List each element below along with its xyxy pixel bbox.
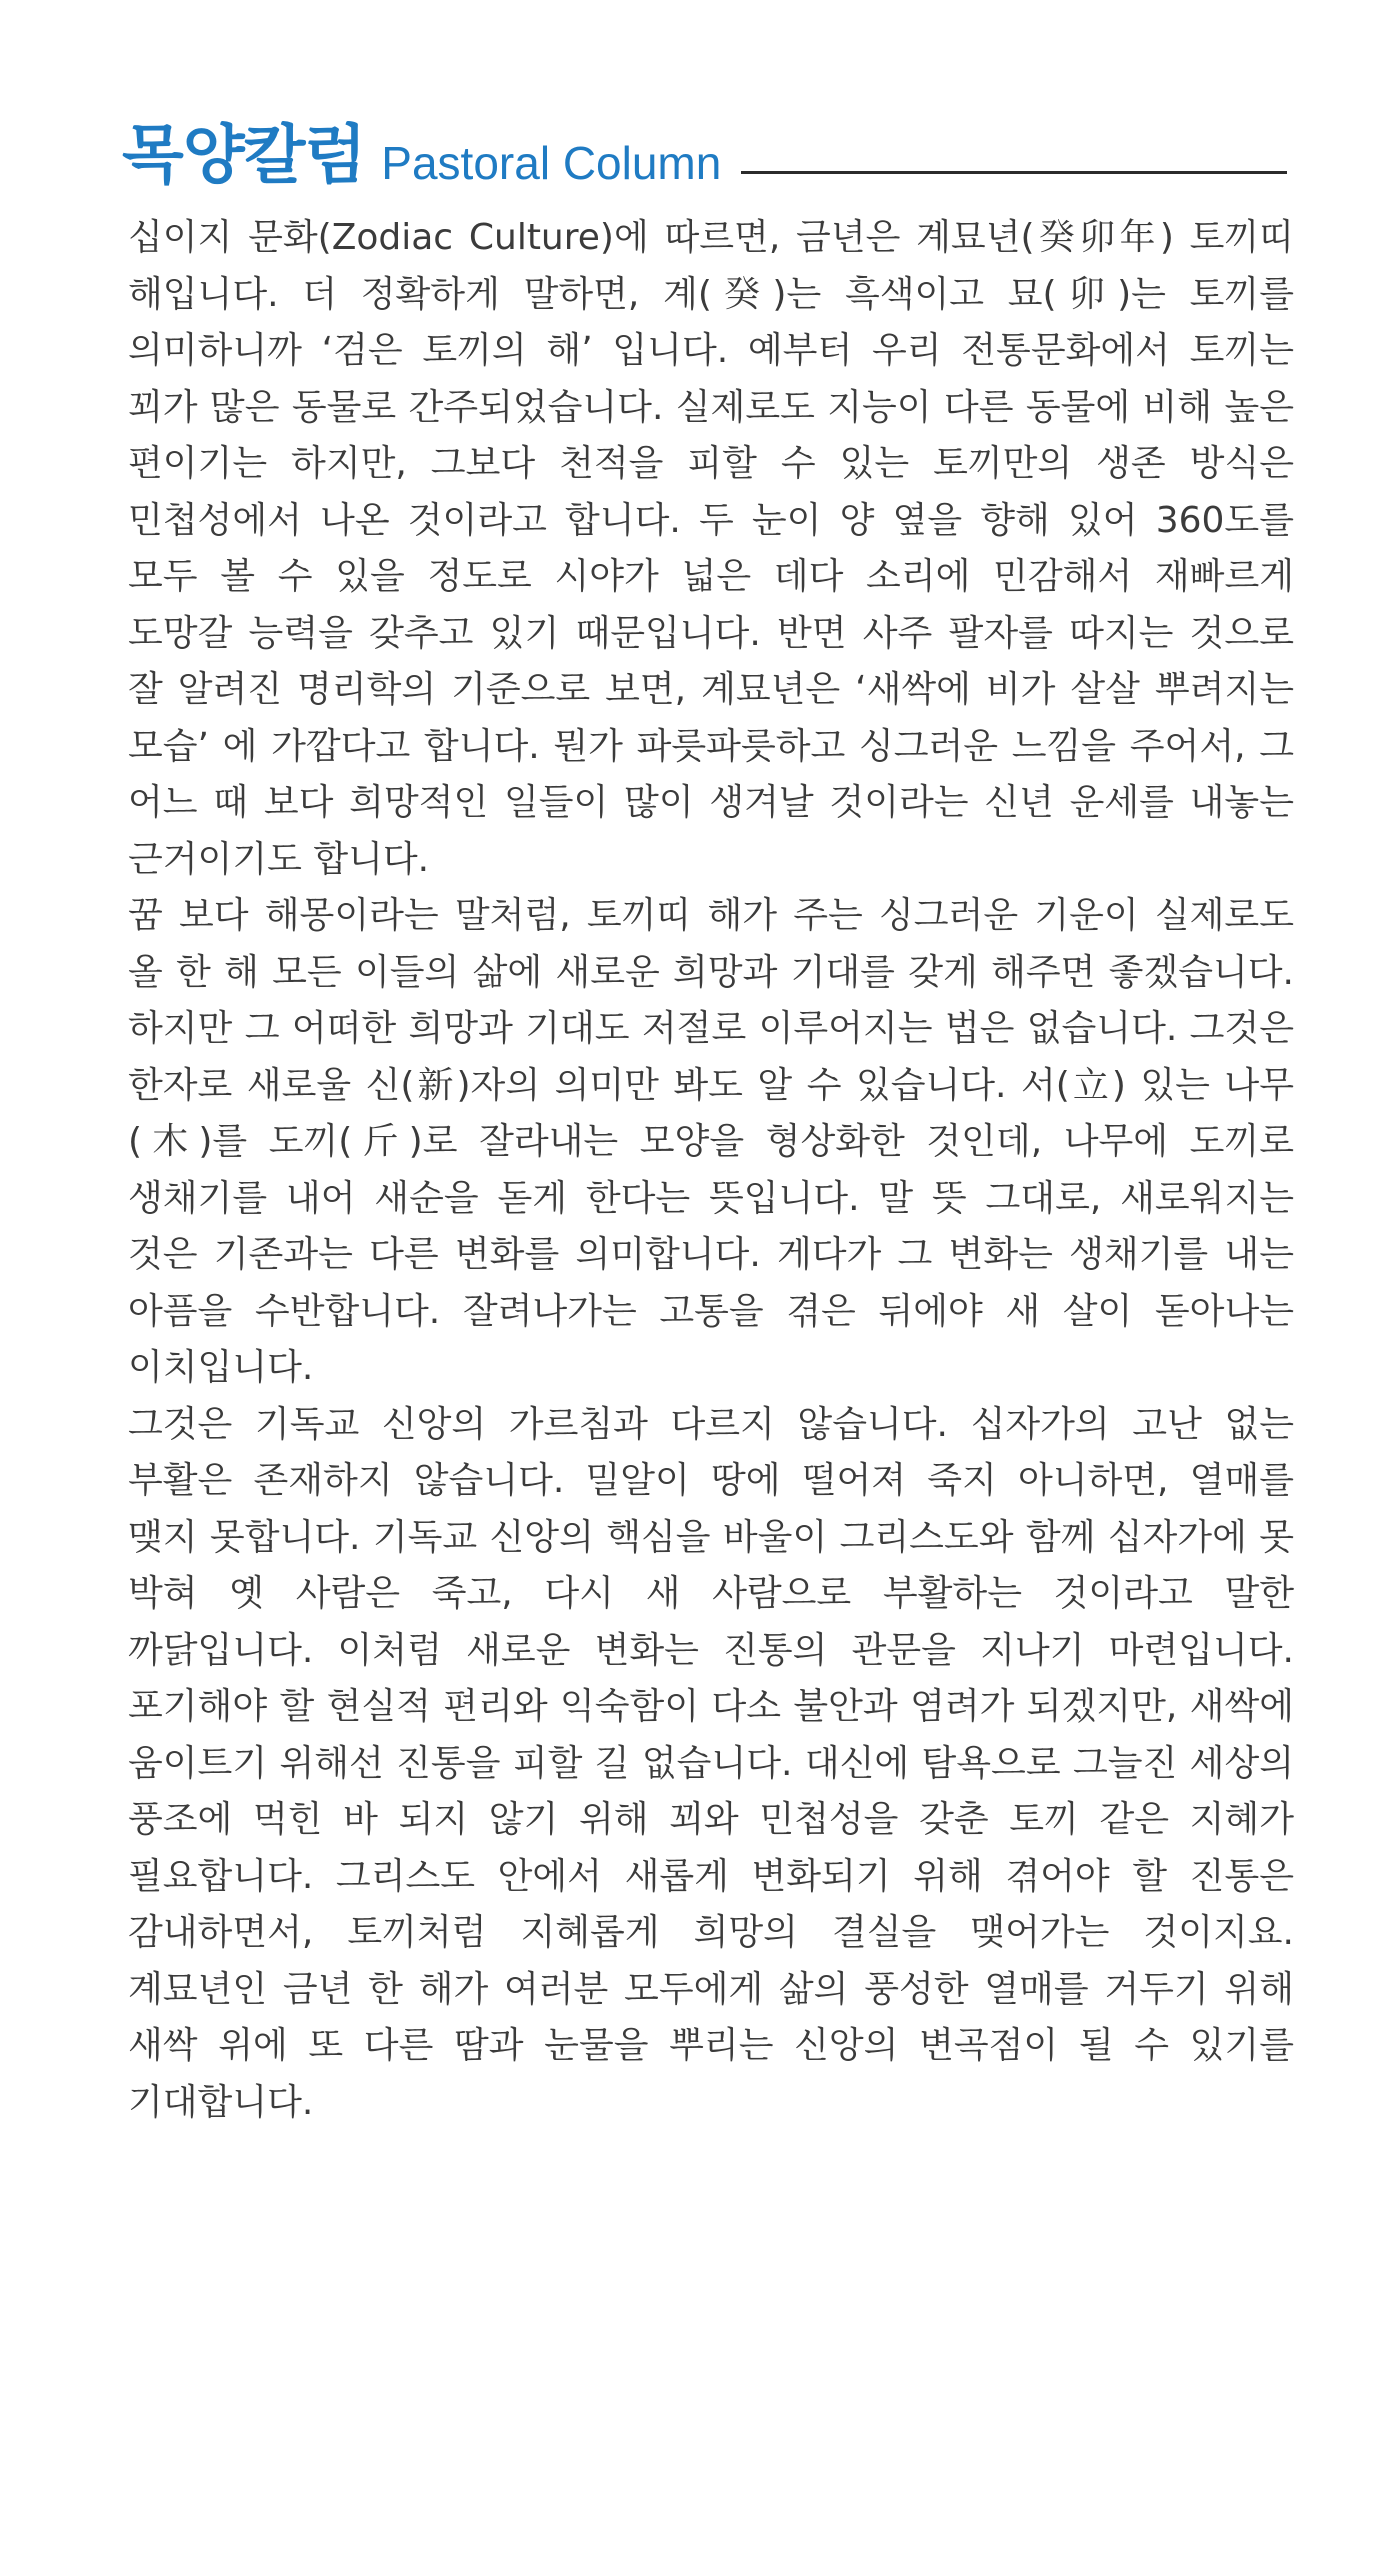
column-paragraph-1: 십이지 문화(Zodiac Culture)에 따르면, 금년은 계묘년(癸卯年) 토끼띠 해입니다. 더 정확하게 말하면, 계(癸)는 흑색이고 묘(卯)는 토끼를 의미하니까 ‘검은 토끼의 해’ 입니다. 예부터 우리 전통문화에서 토끼는 꾀가 많은 동물로 간주되었습니다. 실제로도 지능이 다른 동물에 비해 높은 편이기는 하지만, 그보다 천적을 피할 수 있는 토끼만의 생존 방식은 민첩성에서 나온 것이라고 합니다. 두 눈이 양 옆을 향해 있어 360도를 모두 볼 수 있을 정도로 시야가 넓은 데다 소리에 민감해서 재빠르게 도망갈 능력을 갖추고 있기 때문입니다. 반면 사주 팔자를 따지는 것으로 잘 알려진 명리학의 기준으로 보면, 계묘년은 ‘새싹에 비가 살살 뿌려지는 모습’ 에 가깝다고 합니다. 뭔가 파릇파릇하고 싱그러운 느낌을 주어서, 그 어느 때 보다 희망적인 일들이 많이 생겨날 것이라는 신년 운세를 내놓는 근거이기도 합니다. bbox=[128, 217, 1294, 880]
column-paragraph-2: 꿈 보다 해몽이라는 말처럼, 토끼띠 해가 주는 싱그러운 기운이 실제로도 올 한 해 모든 이들의 삶에 새로운 희망과 기대를 갖게 해주면 좋겠습니다. 하지만 그 어떠한 희망과 기대도 저절로 이루어지는 법은 없습니다. 그것은 한자로 새로울 신(新)자의 의미만 봐도 알 수 있습니다. 서(立) 있는 나무(木)를 도끼(斤)로 잘라내는 모양을 형상화한 것인데, 나무에 도끼로 생채기를 내어 새순을 돋게 한다는 뜻입니다. 말 뜻 그대로, 새로워지는 것은 기존과는 다른 변화를 의미합니다. 게다가 그 변화는 생채기를 내는 아픔을 수반합니다. 잘려나가는 고통을 겪은 뒤에야 새 살이 돋아나는 이치입니다. bbox=[128, 895, 1294, 1388]
column-header bbox=[122, 108, 1287, 194]
title-divider-line bbox=[741, 171, 1287, 174]
column-body bbox=[128, 210, 1294, 2131]
column-paragraph-3: 그것은 기독교 신앙의 가르침과 다르지 않습니다. 십자가의 고난 없는 부활은 존재하지 않습니다. 밀알이 땅에 떨어져 죽지 아니하면, 열매를 맺지 못합니다. 기독교 신앙의 핵심을 바울이 그리스도와 함께 십자가에 못 박혀 옛 사람은 죽고, 다시 새 사람으로 부활하는 것이라고 말한 까닭입니다. 이처럼 새로운 변화는 진통의 관문을 지나기 마련입니다. 포기해야 할 현실적 편리와 익숙함이 다소 불안과 염려가 되겠지만, 새싹에 움이트기 위해선 진통을 피할 길 없습니다. 대신에 탐욕으로 그늘진 세상의 풍조에 먹힌 바 되지 않기 위해 꾀와 민첩성을 갖춘 토끼 같은 지혜가 필요합니다. 그리스도 안에서 새롭게 변화되기 위해 겪어야 할 진통은 감내하면서, 토끼처럼 지혜롭게 희망의 결실을 맺어가는 것이지요. 계묘년인 금년 한 해가 여러분 모두에게 삶의 풍성한 열매를 거두기 위해 새싹 위에 또 다른 땀과 눈물을 뿌리는 신앙의 변곡점이 될 수 있기를 기대합니다. bbox=[128, 1403, 1294, 2123]
column-title-korean: 목양칼럼 bbox=[122, 119, 366, 193]
column-title-english: Pastoral Column bbox=[381, 137, 722, 189]
